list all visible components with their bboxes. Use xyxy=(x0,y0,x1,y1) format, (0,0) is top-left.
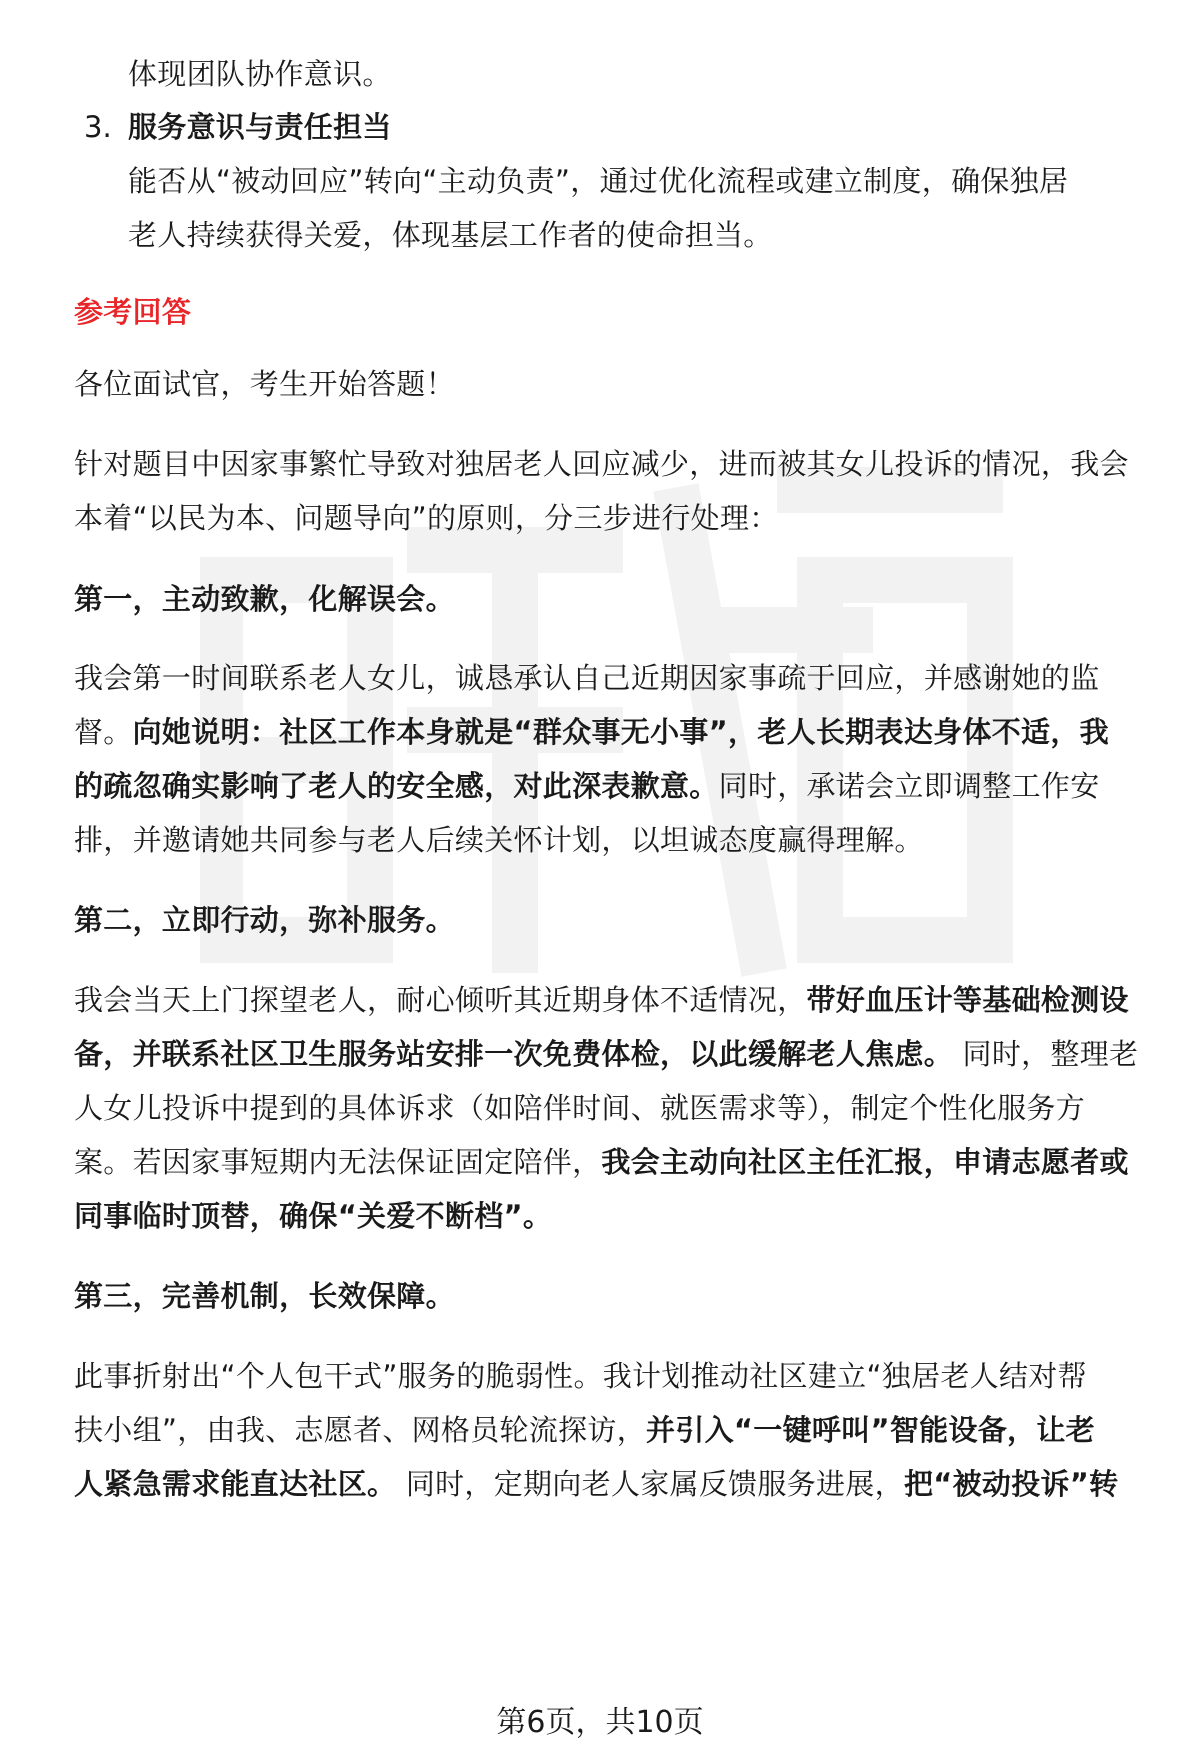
text-line: 同事临时顶替，确保“关爱不断档”。 xyxy=(74,1199,553,1233)
text-line: 此事折射出“个人包干式”服务的脆弱性。我计划推动社区建立“独居老人结对帮 xyxy=(74,1359,1087,1393)
text-line: 人女儿投诉中提到的具体诉求（如陪伴时间、就医需求等），制定个性化服务方 xyxy=(74,1091,1086,1125)
text-line: 体现团队协作意识。 xyxy=(128,57,392,91)
text-line: 备，并联系社区卫生服务站安排一次免费体检，以此缓解老人焦虑。 同时，整理老 xyxy=(74,1037,1139,1071)
text-line: 案。若因家事短期内无法保证固定陪伴，我会主动向社区主任汇报，申请志愿者或 xyxy=(74,1145,1129,1179)
text-line: 各位面试官，考生开始答题！ xyxy=(74,367,455,401)
text-line: 人紧急需求能直达社区。 同时，定期向老人家属反馈服务进展，把“被动投诉”转 xyxy=(74,1467,1119,1501)
text-line: 我会当天上门探望老人，耐心倾听其近期身体不适情况，带好血压计等基础检测设 xyxy=(74,983,1129,1017)
text-line: 针对题目中因家事繁忙导致对独居老人回应减少，进而被其女儿投诉的情况，我会 xyxy=(74,447,1129,481)
text-line: 我会第一时间联系老人女儿，诚恳承认自己近期因家事疏于回应，并感谢她的监 xyxy=(74,661,1100,695)
list-number: 3. xyxy=(84,110,112,144)
text-line: 排，并邀请她共同参与老人后续关怀计划，以坦诚态度赢得理解。 xyxy=(74,823,924,857)
section-heading-reference-answer: 参考回答 xyxy=(74,295,192,329)
text-line: 能否从“被动回应”转向“主动负责”，通过优化流程或建立制度，确保独居 xyxy=(128,164,1069,198)
page-footer: 第6页，共10页 xyxy=(496,1705,704,1740)
text-line: 的疏忽确实影响了老人的安全感，对此深表歉意。同时，承诺会立即调整工作安 xyxy=(74,769,1100,803)
list-item-heading: 服务意识与责任担当 xyxy=(128,110,392,144)
text-line: 扶小组”，由我、志愿者、网格员轮流探访，并引入“一键呼叫”智能设备，让老 xyxy=(74,1413,1095,1447)
point-heading-2: 第二，立即行动，弥补服务。 xyxy=(74,903,455,937)
point-heading-3: 第三，完善机制，长效保障。 xyxy=(74,1279,455,1313)
point-heading-1: 第一，主动致歉，化解误会。 xyxy=(74,582,455,616)
text-line: 老人持续获得关爱，体现基层工作者的使命担当。 xyxy=(128,218,773,252)
text-line: 督。向她说明：社区工作本身就是“群众事无小事”，老人长期表达身体不适，我 xyxy=(74,715,1109,749)
text-line: 本着“以民为本、问题导向”的原则，分三步进行处理： xyxy=(74,501,779,535)
